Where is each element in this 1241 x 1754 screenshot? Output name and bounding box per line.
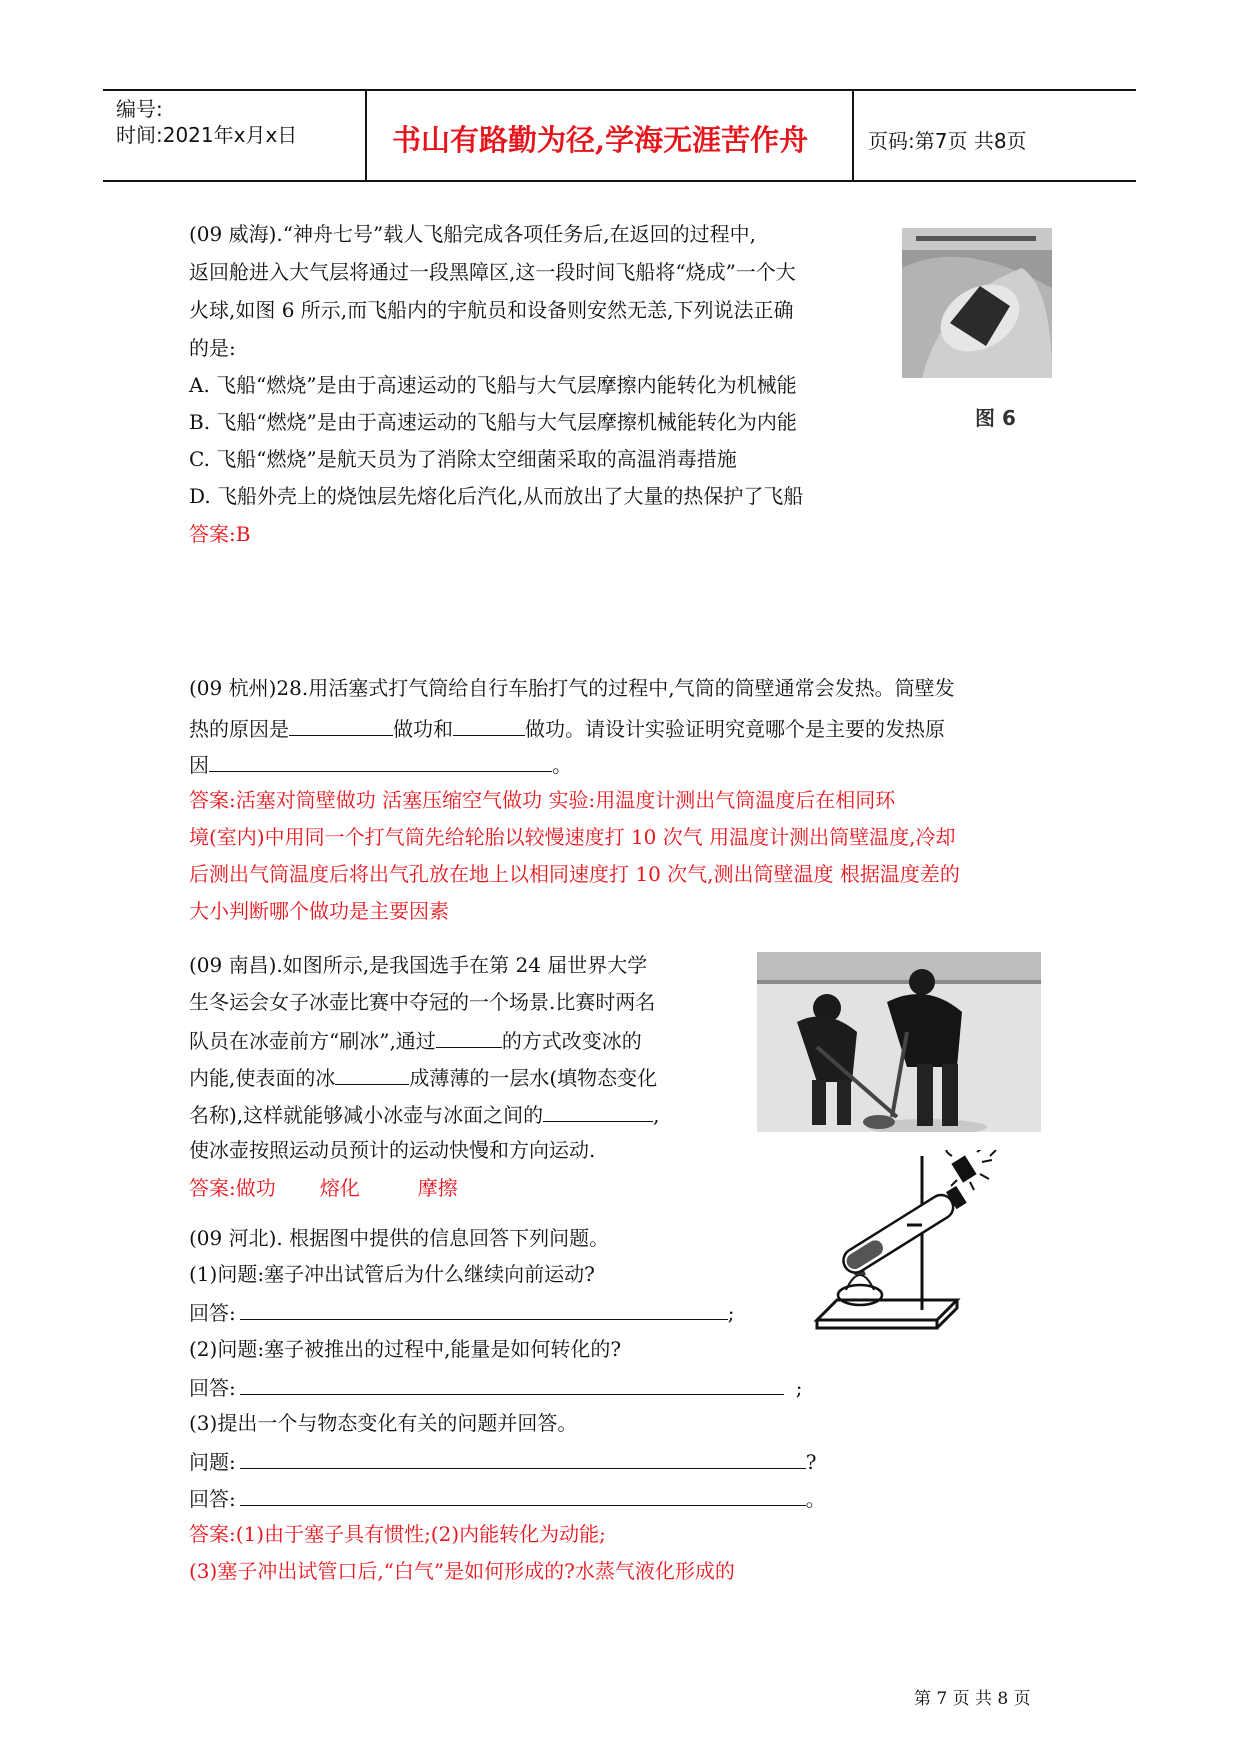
q3-line-3-b: 的方式改变冰的 [501, 1029, 642, 1053]
q1-option-a: A. 飞船“燃烧”是由于高速运动的飞船与大气层摩擦内能转化为机械能 [189, 373, 797, 397]
q3-blank-1[interactable] [436, 1027, 502, 1048]
serial-label: 编号: [116, 97, 163, 121]
q3-line-3-a: 队员在冰壶前方“刷冰”,通过 [189, 1029, 436, 1053]
q3-answer-2: 熔化 [319, 1176, 360, 1200]
q2-line-3-b: 。 [552, 753, 572, 777]
q3-line-5-b: , [653, 1103, 660, 1127]
q3-line-4-a: 内能,使表面的冰 [189, 1066, 336, 1090]
q4-reply-2-label: 回答: [189, 1376, 236, 1400]
q4-blank-2[interactable] [240, 1374, 784, 1395]
page-info: 页码:第7页 共8页 [868, 129, 1027, 153]
q1-answer: 答案:B [189, 522, 251, 546]
q1-option-b: B. 飞船“燃烧”是由于高速运动的飞船与大气层摩擦机械能转化为内能 [189, 410, 797, 434]
q1-line-2: 返回舱进入大气层将通过一段黑障区,这一段时间飞船将“烧成”一个大 [189, 260, 796, 284]
test-tube-apparatus-drawing [812, 1150, 1012, 1340]
q2-blank-2[interactable] [453, 715, 525, 736]
q4-answer-1: 答案:(1)由于塞子具有惯性;(2)内能转化为动能; [189, 1522, 606, 1546]
q4-sub-2: (2)问题:塞子被推出的过程中,能量是如何转化的? [189, 1337, 622, 1361]
q3-line-4-b: 成薄薄的一层水(填物态变化 [409, 1066, 658, 1090]
q3-line-5 [189, 1101, 660, 1127]
q2-answer-2: 境(室内)中用同一个打气筒先给轮胎以较慢速度打 10 次气 用温度计测出筒壁温度,冷却 [189, 825, 956, 849]
q3-answer-3: 摩擦 [417, 1176, 458, 1200]
curling-photo [757, 952, 1041, 1132]
q4-sub-3: (3)提出一个与物态变化有关的问题并回答。 [189, 1411, 578, 1435]
q4-question-3 [189, 1448, 816, 1474]
q4-blank-3[interactable] [240, 1448, 806, 1469]
q4-answer-2: (3)塞子冲出试管口后,“白气”是如何形成的?水蒸气液化形成的 [189, 1559, 735, 1583]
q4-reply-3-end: 。 [805, 1487, 826, 1511]
q3-blank-2[interactable] [335, 1064, 409, 1085]
q4-reply-3-label: 回答: [189, 1487, 236, 1511]
footer-page-number: 第 7 页 共 8 页 [914, 1689, 1031, 1709]
q3-answer [189, 1176, 458, 1200]
q4-intro: (09 河北). 根据图中提供的信息回答下列问题。 [189, 1226, 610, 1250]
q4-reply-1-label: 回答: [189, 1301, 236, 1325]
q4-reply-1-end: ; [727, 1301, 735, 1325]
spacecraft-fireball-photo [902, 228, 1052, 378]
q2-answer-1: 答案:活塞对筒壁做功 活塞压缩空气做功 实验:用温度计测出气筒温度后在相同环 [189, 788, 896, 812]
q2-line-3-a: 因 [189, 753, 209, 777]
q4-question-label: 问题: [189, 1450, 236, 1474]
q4-blank-1[interactable] [240, 1299, 728, 1320]
q4-reply-1 [189, 1299, 735, 1325]
q4-sub-1: (1)问题:塞子冲出试管后为什么继续向前运动? [189, 1262, 595, 1286]
q2-line-2 [189, 715, 945, 741]
q3-answer-label: 答案: [189, 1176, 236, 1200]
q4-reply-2-end: ; [795, 1376, 803, 1400]
q3-line-6: 使冰壶按照运动员预计的运动快慢和方向运动. [189, 1138, 596, 1162]
q2-blank-3[interactable] [209, 751, 552, 772]
q2-line-2-a: 热的原因是 [189, 717, 289, 741]
q4-blank-4[interactable] [240, 1485, 806, 1506]
q2-blank-1[interactable] [289, 715, 393, 736]
q4-reply-2 [189, 1374, 803, 1400]
q2-line-3 [189, 751, 572, 777]
q2-line-2-b: 做功和 [393, 717, 453, 741]
q3-line-3 [189, 1027, 642, 1053]
q2-answer-4: 大小判断哪个做功是主要因素 [189, 899, 449, 923]
q3-line-1: (09 南昌).如图所示,是我国选手在第 24 届世界大学 [189, 953, 648, 977]
q3-line-2: 生冬运会女子冰壶比赛中夺冠的一个场景.比赛时两名 [189, 990, 656, 1014]
q1-line-3: 火球,如图 6 所示,而飞船内的宇航员和设备则安然无恙,下列说法正确 [189, 298, 794, 322]
q2-line-1: (09 杭州)28.用活塞式打气筒给自行车胎打气的过程中,气筒的筒壁通常会发热。筒壁发 [189, 676, 955, 700]
q2-answer-3: 后测出气筒温度后将出气孔放在地上以相同速度打 10 次气,测出筒壁温度 根据温度差的 [189, 862, 960, 886]
q1-line-4: 的是: [189, 336, 236, 360]
q3-line-4 [189, 1064, 657, 1090]
motto: 书山有路勤为径,学海无涯苦作舟 [392, 123, 809, 157]
q3-answer-1: 做功 [235, 1176, 276, 1200]
q4-question-end: ? [805, 1450, 817, 1474]
q1-option-d: D. 飞船外壳上的烧蚀层先熔化后汽化,从而放出了大量的热保护了飞船 [189, 484, 804, 508]
q2-line-2-c: 做功。请设计实验证明究竟哪个是主要的发热原 [525, 717, 945, 741]
q1-option-c: C. 飞船“燃烧”是航天员为了消除太空细菌采取的高温消毒措施 [189, 447, 737, 471]
q1-line-1: (09 威海).“神舟七号”载人飞船完成各项任务后,在返回的过程中, [189, 222, 756, 246]
q4-reply-3 [189, 1485, 826, 1511]
time-label: 时间:2021年x月x日 [116, 123, 298, 147]
q3-line-5-a: 名称),这样就能够减小冰壶与冰面之间的 [189, 1103, 544, 1127]
figure-6-caption: 图 6 [975, 406, 1016, 430]
q3-blank-3[interactable] [543, 1101, 653, 1122]
